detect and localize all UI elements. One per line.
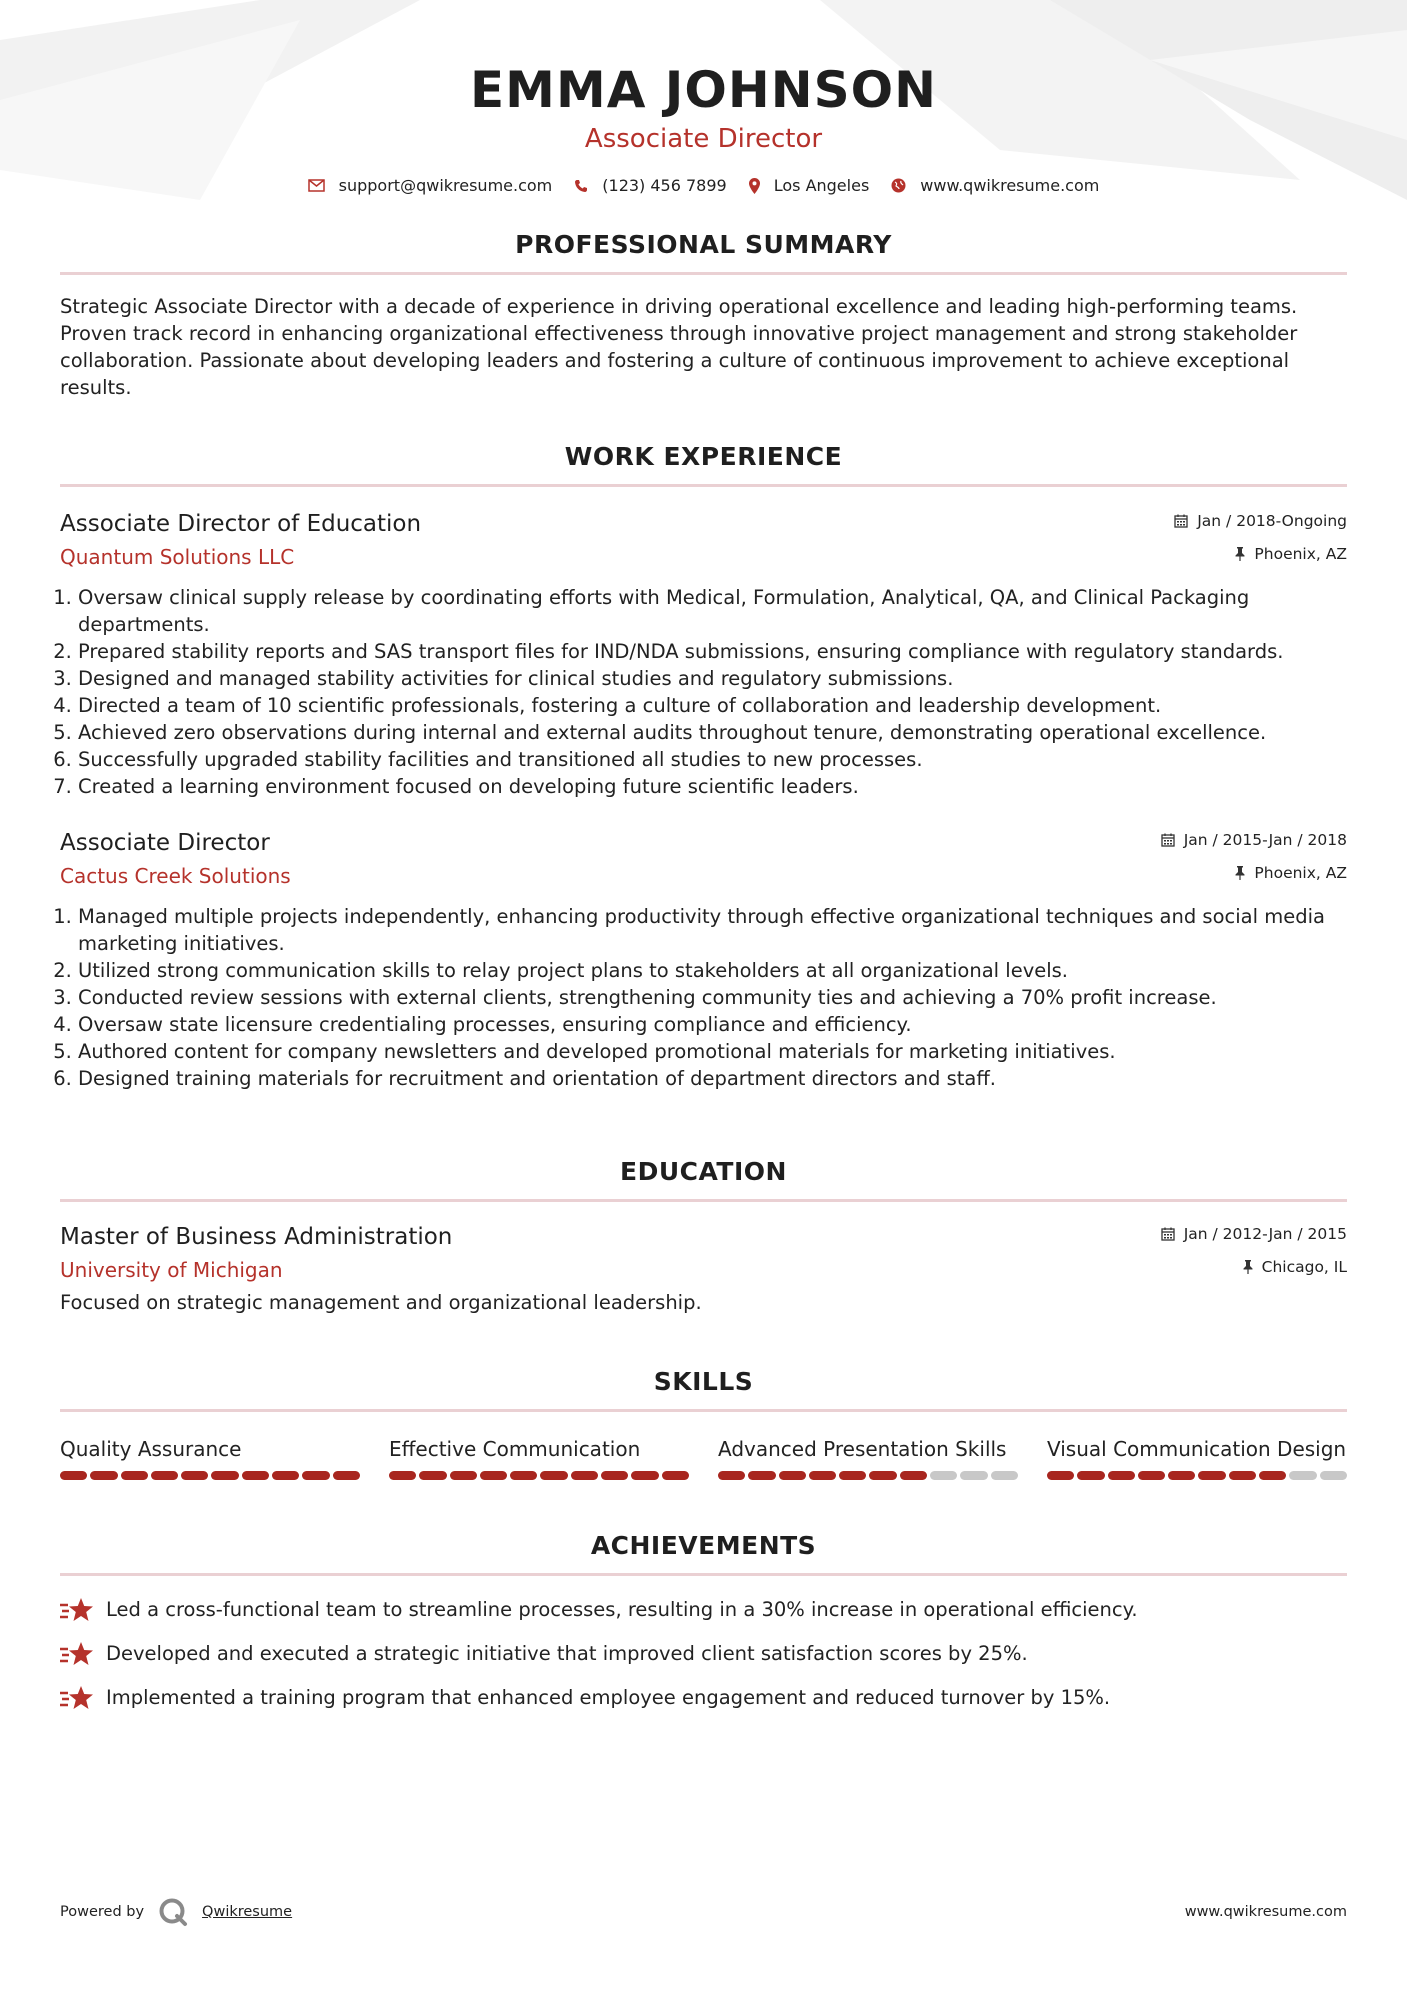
skill-item: [60, 1436, 360, 1480]
skill-level-segment: [869, 1471, 896, 1480]
list-item: 6. Designed training materials for recruitment and orientation of department directors and staff.: [78, 1065, 1347, 1092]
skill-level-segment: [1138, 1471, 1165, 1480]
skill-level-segment: [419, 1471, 446, 1480]
skill-level-segment: [991, 1471, 1018, 1480]
skill-level-segment: [302, 1471, 329, 1480]
skill-level-segment: [631, 1471, 658, 1480]
education-heading: EDUCATION: [620, 1157, 787, 1186]
skill-level-segment: [480, 1471, 507, 1480]
skill-level-segment: [1077, 1471, 1104, 1480]
degree-name: Master of Business Administration: [60, 1224, 453, 1250]
skill-level-segment: [662, 1471, 689, 1480]
list-item: 4. Directed a team of 10 scientific professionals, fostering a culture of collaboration and leadership development.: [78, 692, 1347, 719]
skill-level-segment: [272, 1471, 299, 1480]
email-text: support@qwikresume.com: [338, 176, 553, 195]
contact-website[interactable]: [891, 176, 1099, 195]
job-bullets: [60, 903, 1347, 1092]
map-pin-icon: [749, 178, 760, 194]
location-text: Los Angeles: [773, 176, 870, 195]
pushpin-icon: [1235, 547, 1245, 561]
skill-level-segment: [779, 1471, 806, 1480]
list-item: 3. Conducted review sessions with external clients, strengthening community ties and achieving a 70% profit increase.: [78, 984, 1347, 1011]
list-item: 7. Created a learning environment focused on developing future scientific leaders.: [78, 773, 1347, 800]
job-location-text: Phoenix, AZ: [1254, 864, 1347, 882]
achievements-list: [60, 1596, 1347, 1711]
skills-section: [60, 1366, 1347, 1480]
skill-level-segment: [181, 1471, 208, 1480]
qwikresume-logo: [158, 1897, 188, 1927]
school-name: University of Michigan: [60, 1258, 283, 1282]
skill-level-segment: [333, 1471, 360, 1480]
skill-level-segment: [809, 1471, 836, 1480]
education-description: Focused on strategic management and organizational leadership.: [60, 1291, 702, 1314]
skill-level-segment: [601, 1471, 628, 1480]
calendar-icon: [1161, 833, 1175, 847]
skill-level-segment: [151, 1471, 178, 1480]
skill-name: Effective Communication: [389, 1437, 641, 1461]
section-divider: [60, 272, 1347, 275]
list-item: 6. Successfully upgraded stability facilities and transitioned all studies to new processes.: [78, 746, 1347, 773]
skill-level-segment: [571, 1471, 598, 1480]
resume-header: [60, 0, 1347, 195]
achievement-text: Developed and executed a strategic initiative that improved client satisfaction scores by 25%.: [106, 1642, 1028, 1665]
section-divider: [60, 484, 1347, 487]
skill-item: [718, 1436, 1018, 1480]
job-location: [1174, 542, 1347, 566]
phone-icon: [574, 179, 588, 193]
job-dates: [1174, 509, 1347, 533]
list-item: 1. Managed multiple projects independently, enhancing productivity through effective organizational techniques and social media marketing initiatives.: [78, 903, 1347, 957]
company-name: Quantum Solutions LLC: [60, 545, 295, 569]
brand-link[interactable]: Qwikresume: [202, 1904, 293, 1920]
skill-level-bar: [60, 1471, 360, 1480]
achievement-item: [60, 1640, 1347, 1667]
education-dates-text: Jan / 2012-Jan / 2015: [1183, 1225, 1347, 1243]
achievements-section: [60, 1530, 1347, 1711]
skill-level-segment: [540, 1471, 567, 1480]
contact-phone[interactable]: [574, 176, 726, 195]
job-dates-text: Jan / 2015-Jan / 2018: [1183, 831, 1347, 849]
section-divider: [60, 1199, 1347, 1202]
job-dates-text: Jan / 2018-Ongoing: [1197, 512, 1347, 530]
achievements-heading: ACHIEVEMENTS: [590, 1531, 817, 1560]
achievement-item: [60, 1596, 1347, 1623]
skill-level-segment: [718, 1471, 745, 1480]
summary-section: [60, 229, 1347, 401]
skill-level-segment: [60, 1471, 87, 1480]
skill-item: [389, 1436, 689, 1480]
phone-text: (123) 456 7899: [602, 176, 727, 195]
achievement-item: [60, 1684, 1347, 1711]
star-icon: [60, 1597, 94, 1623]
job-entry: [60, 828, 1347, 1092]
skill-level-segment: [1108, 1471, 1135, 1480]
skill-level-segment: [1198, 1471, 1225, 1480]
skill-level-bar: [718, 1471, 1018, 1480]
footer-website[interactable]: www.qwikresume.com: [1184, 1904, 1347, 1920]
section-divider: [60, 1573, 1347, 1576]
star-icon: [60, 1685, 94, 1711]
skill-level-segment: [839, 1471, 866, 1480]
skill-level-segment: [960, 1471, 987, 1480]
education-dates: [1161, 1222, 1347, 1246]
job-dates: [1161, 828, 1347, 852]
skill-level-segment: [1047, 1471, 1074, 1480]
skill-level-segment: [450, 1471, 477, 1480]
job-location-text: Phoenix, AZ: [1254, 545, 1347, 563]
skills-grid: [60, 1436, 1347, 1480]
skill-level-segment: [1229, 1471, 1256, 1480]
company-name: Cactus Creek Solutions: [60, 864, 291, 888]
job-entry: [60, 509, 1347, 800]
calendar-icon: [1161, 1227, 1175, 1241]
powered-by-label: Powered by: [60, 1904, 145, 1920]
contact-email[interactable]: [308, 176, 553, 195]
contact-location: [749, 176, 870, 195]
education-entry: [60, 1222, 1347, 1316]
skill-name: Visual Communication Design: [1047, 1437, 1347, 1461]
skill-level-segment: [121, 1471, 148, 1480]
list-item: 4. Oversaw state licensure credentialing processes, ensuring compliance and efficiency.: [78, 1011, 1347, 1038]
page-footer: [60, 1897, 1347, 1927]
contact-bar: [60, 176, 1347, 195]
education-location-text: Chicago, IL: [1261, 1258, 1347, 1276]
skill-level-segment: [748, 1471, 775, 1480]
skill-item: [1047, 1436, 1347, 1480]
summary-text: Strategic Associate Director with a decade of experience in driving operational excellence and leading high-performing teams. Proven track record in enhancing organizational effectiveness through innovative project management and strong stakeholder collaboration. Passionate about developing leaders and fostering a culture of continuous improvement to achieve exceptional results.: [60, 295, 1298, 399]
skill-level-segment: [90, 1471, 117, 1480]
achievement-text: Led a cross-functional team to streamline processes, resulting in a 30% increase in operational efficiency.: [106, 1598, 1138, 1621]
education-location: [1161, 1255, 1347, 1279]
achievement-text: Implemented a training program that enhanced employee engagement and reduced turnover by 15%.: [106, 1686, 1111, 1709]
pushpin-icon: [1235, 866, 1245, 880]
skill-level-segment: [1259, 1471, 1286, 1480]
summary-heading: PROFESSIONAL SUMMARY: [515, 230, 892, 259]
experience-heading: WORK EXPERIENCE: [564, 442, 843, 471]
list-item: 2. Utilized strong communication skills to relay project plans to stakeholders at all organizational levels.: [78, 957, 1347, 984]
section-divider: [60, 1409, 1347, 1412]
skill-level-segment: [389, 1471, 416, 1480]
skill-name: Quality Assurance: [60, 1437, 242, 1461]
experience-section: [60, 441, 1347, 1092]
candidate-name: EMMA JOHNSON: [470, 61, 937, 119]
list-item: 1. Oversaw clinical supply release by coordinating efforts with Medical, Formulation, Analytical, QA, and Clinical Packaging departments.: [78, 584, 1347, 638]
candidate-title: Associate Director: [584, 124, 823, 154]
skill-level-segment: [1289, 1471, 1316, 1480]
skill-level-segment: [510, 1471, 537, 1480]
job-title: Associate Director of Education: [60, 511, 422, 537]
education-section: [60, 1156, 1347, 1316]
list-item: 5. Achieved zero observations during internal and external audits throughout tenure, demonstrating operational excellence.: [78, 719, 1347, 746]
calendar-icon: [1174, 514, 1188, 528]
skill-level-segment: [1168, 1471, 1195, 1480]
skill-level-bar: [1047, 1471, 1347, 1480]
skill-level-segment: [211, 1471, 238, 1480]
list-item: 2. Prepared stability reports and SAS transport files for IND/NDA submissions, ensuring compliance with regulatory standards.: [78, 638, 1347, 665]
job-title: Associate Director: [60, 830, 270, 856]
star-icon: [60, 1641, 94, 1667]
job-location: [1161, 861, 1347, 885]
list-item: 3. Designed and managed stability activities for clinical studies and regulatory submissions.: [78, 665, 1347, 692]
skills-heading: SKILLS: [653, 1367, 754, 1396]
envelope-icon: [308, 179, 325, 192]
skill-level-bar: [389, 1471, 689, 1480]
pushpin-icon: [1243, 1260, 1253, 1274]
job-bullets: [60, 584, 1347, 800]
skill-level-segment: [1320, 1471, 1347, 1480]
skill-name: Advanced Presentation Skills: [718, 1437, 1007, 1461]
globe-icon: [891, 178, 906, 193]
list-item: 5. Authored content for company newsletters and developed promotional materials for marketing initiatives.: [78, 1038, 1347, 1065]
website-text: www.qwikresume.com: [920, 176, 1100, 195]
skill-level-segment: [900, 1471, 927, 1480]
skill-level-segment: [930, 1471, 957, 1480]
skill-level-segment: [242, 1471, 269, 1480]
